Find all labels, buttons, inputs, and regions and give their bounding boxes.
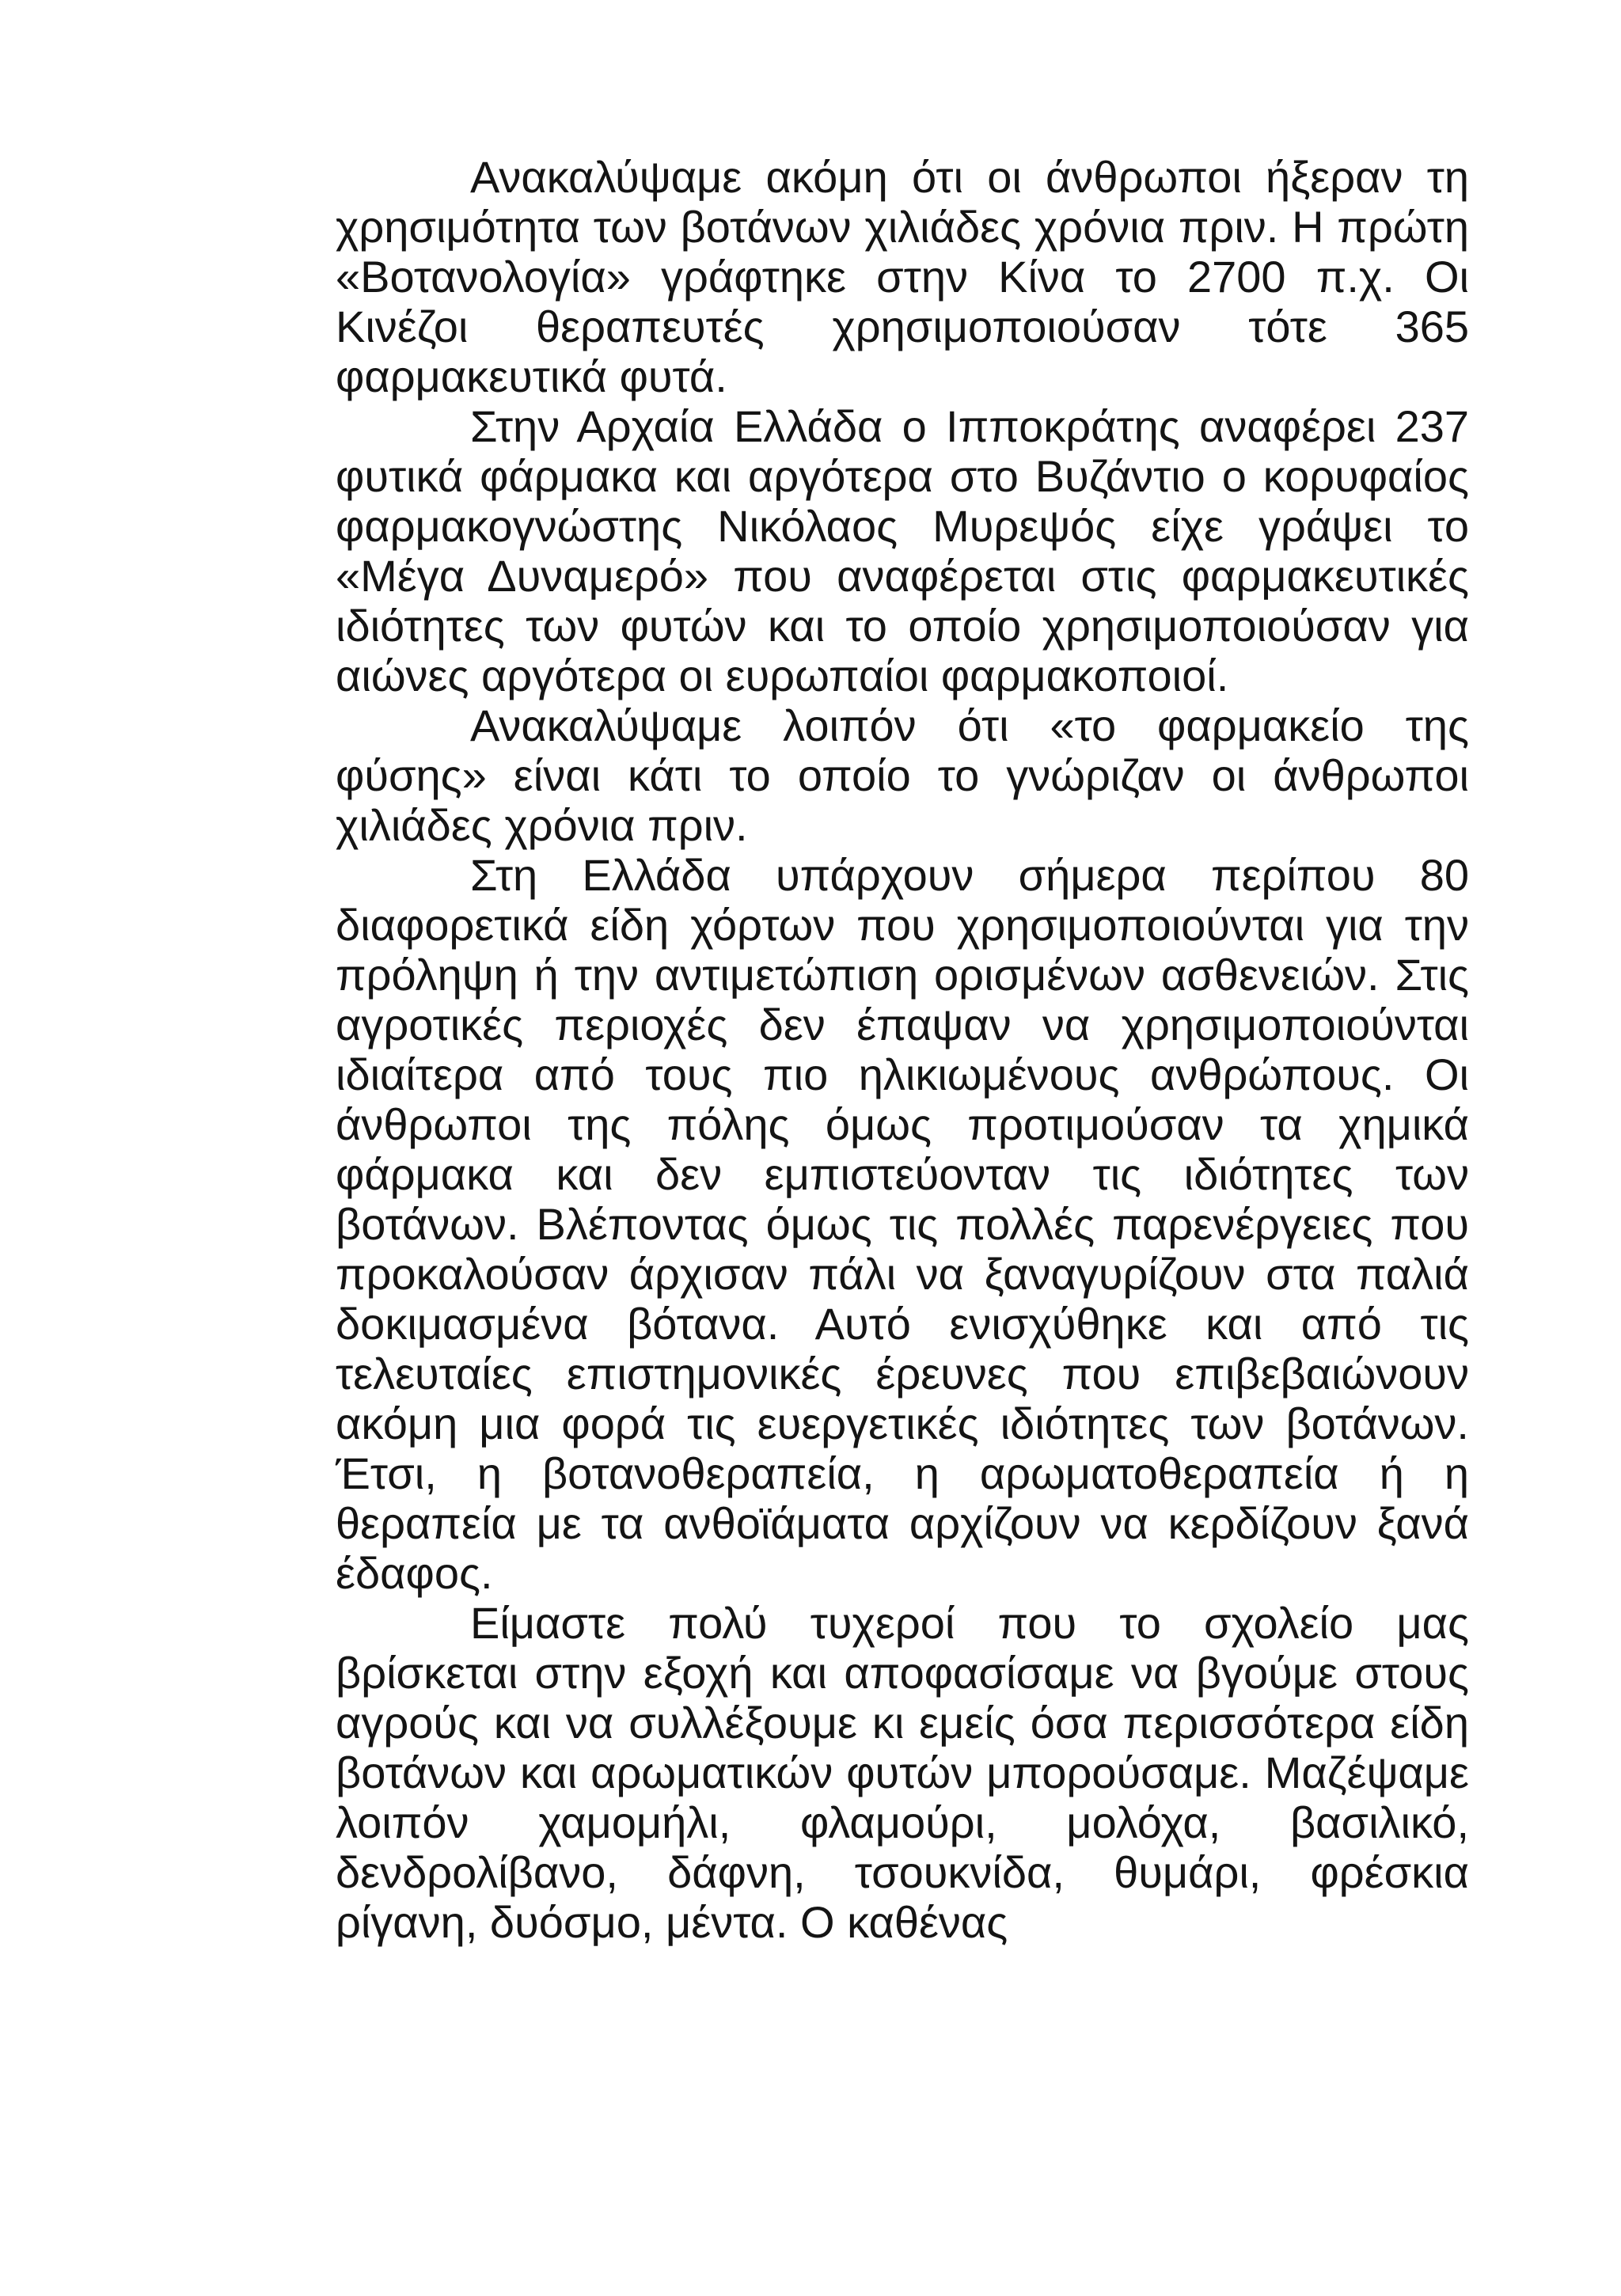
paragraph: Ανακαλύψαμε ακόμη ότι οι άνθρωποι ήξεραν τη χρησιμότητα των βοτάνων χιλιάδες χρόνια πριν. Η πρώτη «Βοτανολογία» γράφτηκε στην Κίνα το 2700 π.χ. Οι Κινέζοι θεραπευτές χρησιμοποιούσαν τότε 365 φαρμακευτικά φυτά. — [336, 152, 1469, 401]
paragraph: Είμαστε πολύ τυχεροί που το σχολείο μας βρίσκεται στην εξοχή και αποφασίσαμε να βγούμε στους αγρούς και να συλλέξουμε κι εμείς όσα περισσότερα είδη βοτάνων και αρωματικών φυτών μπορούσαμε. Μαζέψαμε λοιπόν χαμομήλι, φλαμούρι, μολόχα, βασιλικό, δενδρολίβανο, δάφνη, τσουκνίδα, θυμάρι, φρέσκια ρίγανη, δυόσμο, μέντα. Ο καθένας — [336, 1598, 1469, 1947]
paragraph: Στη Ελλάδα υπάρχουν σήμερα περίπου 80 διαφορετικά είδη χόρτων που χρησιμοποιούνται για την πρόληψη ή την αντιμετώπιση ορισμένων ασθενειών. Στις αγροτικές περιοχές δεν έπαψαν να χρησιμοποιούνται ιδιαίτερα από τους πιο ηλικιωμένους ανθρώπους. Οι άνθρωποι της πόλης όμως προτιμούσαν τα χημικά φάρμακα και δεν εμπιστεύονταν τις ιδιότητες των βοτάνων. Βλέποντας όμως τις πολλές παρενέργειες που προκαλούσαν άρχισαν πάλι να ξαναγυρίζουν στα παλιά δοκιμασμένα βότανα. Αυτό ενισχύθηκε και από τις τελευταίες επιστημονικές έρευνες που επιβεβαιώνουν ακόμη μια φορά τις ευεργετικές ιδιότητες των βοτάνων. Έτσι, η βοτανοθεραπεία, η αρωματοθεραπεία ή η θεραπεία με τα ανθοϊάματα αρχίζουν να κερδίζουν ξανά έδαφος. — [336, 850, 1469, 1598]
body-text — [336, 152, 1469, 1947]
paragraph: Ανακαλύψαμε λοιπόν ότι «το φαρμακείο της φύσης» είναι κάτι το οποίο το γνώριζαν οι άνθρωποι χιλιάδες χρόνια πριν. — [336, 700, 1469, 850]
paragraph: Στην Αρχαία Ελλάδα ο Ιπποκράτης αναφέρει 237 φυτικά φάρμακα και αργότερα στο Βυζάντιο ο κορυφαίος φαρμακογνώστης Νικόλαος Μυρεψός είχε γράψει το «Μέγα Δυναμερό» που αναφέρεται στις φαρμακευτικές ιδιότητες των φυτών και το οποίο χρησιμοποιούσαν για αιώνες αργότερα οι ευρωπαίοι φαρμακοποιοί. — [336, 401, 1469, 700]
